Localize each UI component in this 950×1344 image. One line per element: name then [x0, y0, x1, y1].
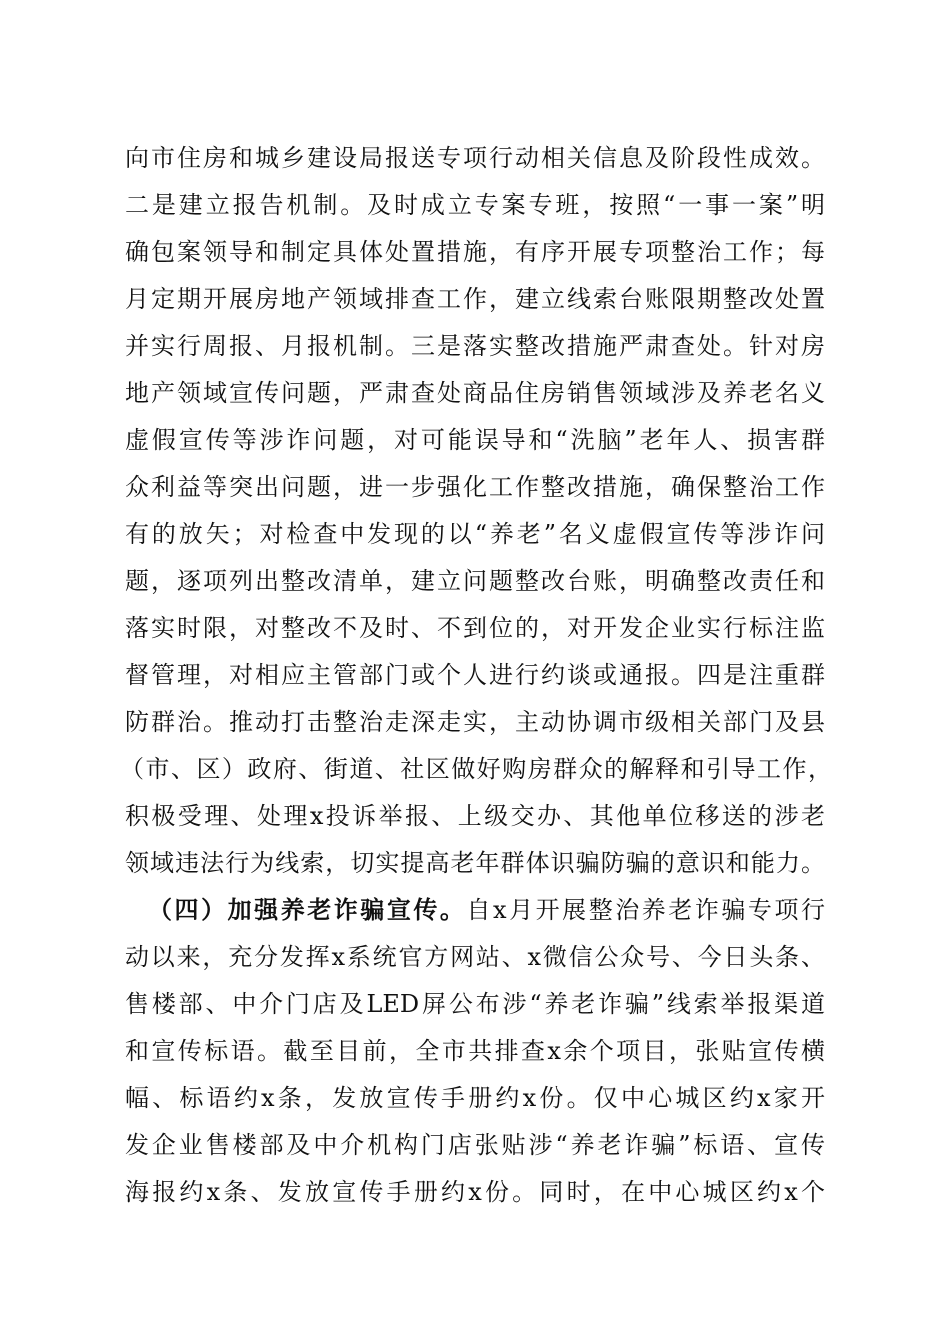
section-first-line: [148, 890, 825, 930]
paragraph-line: 防群治。推动打击整治走深走实，主动协调市级相关部门及县: [125, 708, 825, 736]
paragraph-line: 督管理，对相应主管部门或个人进行约谈或通报。四是注重群: [125, 661, 825, 689]
paragraph-line: 向市住房和城乡建设局报送专项行动相关信息及阶段性成效。: [125, 144, 825, 172]
paragraph-line: （市、区）政府、街道、社区做好购房群众的解释和引导工作，: [120, 755, 832, 783]
paragraph-line: 虚假宣传等涉诈问题，对可能误导和“洗脑”老年人、损害群: [125, 426, 825, 454]
section-heading-rest: 自x月开展整治养老诈骗专项行: [466, 896, 825, 924]
paragraph-line: 幅、标语约x条，发放宣传手册约x份。仅中心城区约x家开: [125, 1084, 825, 1112]
paragraph-line: 有的放矢；对检查中发现的以“养老”名义虚假宣传等涉诈问: [125, 520, 825, 548]
paragraph-line: 积极受理、处理x投诉举报、上级交办、其他单位移送的涉老: [125, 802, 825, 830]
paragraph-line: 动以来，充分发挥x系统官方网站、x微信公众号、今日头条、: [125, 943, 825, 971]
section-heading: （四）加强养老诈骗宣传。: [148, 895, 467, 924]
paragraph-line: 月定期开展房地产领域排查工作，建立线索台账限期整改处置: [125, 285, 825, 313]
paragraph-line: 海报约x条、发放宣传手册约x份。同时，在中心城区约x个: [125, 1178, 825, 1206]
paragraph-line: 售楼部、中介门店及LED屏公布涉“养老诈骗”线索举报渠道: [125, 990, 825, 1018]
paragraph-line: 地产领域宣传问题，严肃查处商品住房销售领域涉及养老名义: [125, 379, 825, 407]
paragraph-line: 落实时限，对整改不及时、不到位的，对开发企业实行标注监: [125, 614, 825, 642]
paragraph-line: 和宣传标语。截至目前，全市共排查x余个项目，张贴宣传横: [125, 1037, 825, 1065]
paragraph-line: 并实行周报、月报机制。三是落实整改措施严肃查处。针对房: [125, 332, 825, 360]
paragraph-line: 确包案领导和制定具体处置措施，有序开展专项整治工作；每: [125, 238, 825, 266]
paragraph-line: 领域违法行为线索，切实提高老年群体识骗防骗的意识和能力。: [125, 849, 825, 877]
paragraph-line: 题，逐项列出整改清单，建立问题整改台账，明确整改责任和: [125, 567, 825, 595]
paragraph-line: 众利益等突出问题，进一步强化工作整改措施，确保整治工作: [125, 473, 825, 501]
paragraph-line: 二是建立报告机制。及时成立专案专班，按照“一事一案”明: [125, 191, 825, 219]
paragraph-line: 发企业售楼部及中介机构门店张贴涉“养老诈骗”标语、宣传: [125, 1131, 825, 1159]
